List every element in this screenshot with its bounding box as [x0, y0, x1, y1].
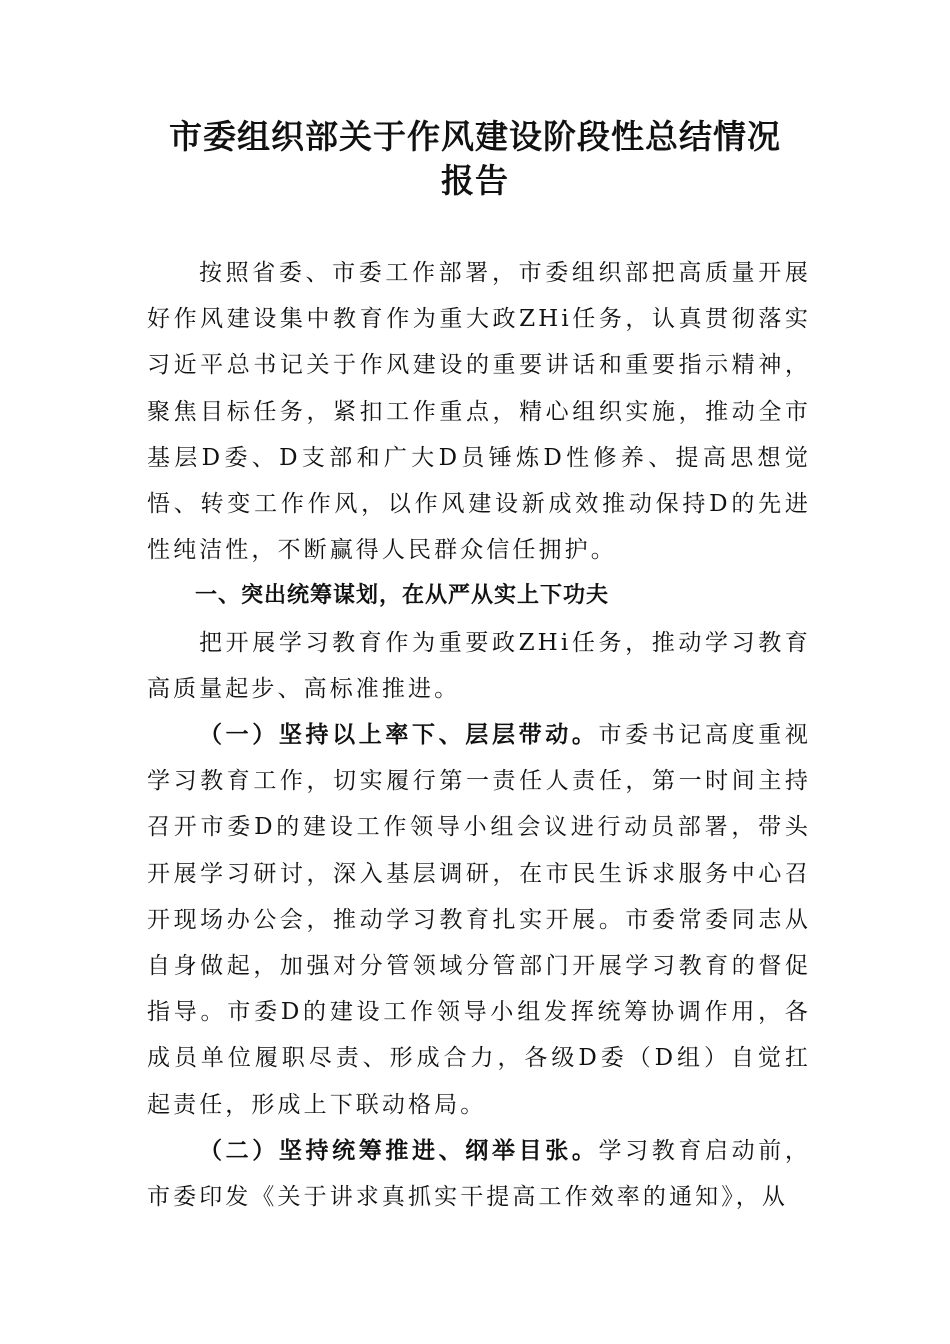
item1-label: （一）坚持以上率下、层层带动。	[199, 721, 599, 749]
section1-heading: 一、突出统筹谋划，在从严从实上下功夫	[195, 583, 610, 609]
intro-paragraph: 按照省委、市委工作部署，市委组织部把高质量开展好作风建设集中教育作为重大政ZHi任务，认真贯彻落实习近平总书记关于作风建设的重要讲话和重要指示精神，聚焦目标任务，紧扣工作重点，精心组织实施，推动全市基层D委、D支部和广大D员锤炼D性修养、提高思想觉悟、转变工作作风，以作风建设新成效推动保持D的先进性纯洁性，不断赢得人民群众信任拥护。	[147, 260, 811, 564]
section1-intro-paragraph: 把开展学习教育作为重要政ZHi任务，推动学习教育高质量起步、高标准推进。	[147, 629, 811, 702]
document-title-line2: 报告	[441, 161, 509, 200]
document-body	[147, 250, 811, 1220]
item2-paragraph	[147, 1128, 811, 1220]
item2-label: （二）坚持统筹推进、纲举目张。	[199, 1136, 599, 1164]
item1-paragraph	[147, 712, 811, 1128]
item2-text: 学习教育启动前，市委印发《关于讲求真抓实干提高工作效率的通知》，从	[147, 1137, 811, 1211]
item1-text: 市委书记高度重视学习教育工作，切实履行第一责任人责任，第一时间主持召开市委D的建设工作领导小组会议进行动员部署，带头开展学习研讨，深入基层调研，在市民生诉求服务中心召开现场办公会，推动学习教育扎实开展。市委常委同志从自身做起，加强对分管领域分管部门开展学习教育的督促指导。市委D的建设工作领导小组发挥统筹协调作用，各成员单位履职尽责、形成合力，各级D委（D组）自觉扛起责任，形成上下联动格局。	[147, 722, 811, 1118]
document-title-line1: 市委组织部关于作风建设阶段性总结情况	[169, 117, 781, 156]
